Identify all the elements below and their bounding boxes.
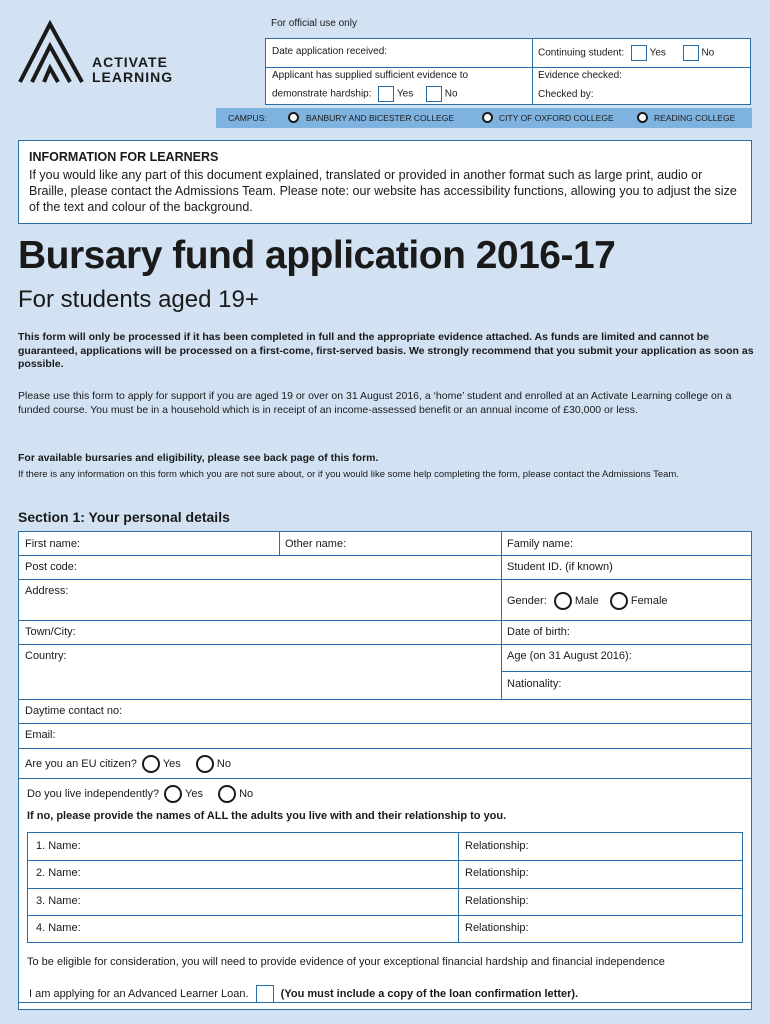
post-code-field[interactable]: Post code:	[25, 561, 77, 573]
date-received-label: Date application received:	[272, 46, 388, 57]
nationality-field[interactable]: Nationality:	[507, 678, 562, 690]
official-table	[265, 38, 751, 105]
page-subtitle: For students aged 19+	[18, 286, 259, 313]
gender-label: Gender:	[507, 594, 547, 607]
continuing-student-label	[538, 45, 714, 61]
campus-label: CAMPUS:	[228, 113, 267, 123]
eligibility-note: For available bursaries and eligibility, please see back page of this form.	[18, 452, 379, 464]
campus-reading-label: READING COLLEGE	[654, 113, 736, 123]
adult-2-relationship-field[interactable]: Relationship:	[465, 867, 529, 879]
adult-4-name-field[interactable]: 4. Name:	[36, 922, 81, 934]
adult-4-relationship-field[interactable]: Relationship:	[465, 922, 529, 934]
info-heading: INFORMATION FOR LEARNERS	[29, 150, 219, 164]
eu-yes-radio[interactable]	[142, 755, 160, 773]
intro-para: Please use this form to apply for support if you are aged 19 or over on 31 August 2016, a ‘home’ student and enrolled at an Activate Learning college on a funded course. You must be in a household which is in receipt of an income-assessed benefit or an annual income of £30,000 or less.	[18, 390, 732, 416]
continuing-yes-checkbox[interactable]	[631, 45, 647, 61]
evidence-line2-text: demonstrate hardship:	[272, 88, 372, 100]
adult-3-name-field[interactable]: 3. Name:	[36, 895, 81, 907]
independent-no-label: No	[239, 787, 254, 800]
other-name-field[interactable]: Other name:	[285, 538, 347, 550]
gender-male-label: Male	[574, 594, 599, 607]
evidence-checked-label: Evidence checked:	[538, 70, 622, 81]
activate-learning-logo-icon	[18, 20, 88, 84]
info-body: If you would like any part of this document explained, translated or provided in another format such as large print, audio or Braille, please contact the Admissions Team. Please note: our website has accessibility functions, allowing you to adjust the size of the text and colour of the background.	[29, 168, 737, 214]
independent-yes-label: Yes	[185, 787, 203, 800]
evidence-line1: Applicant has supplied sufficient evidence to	[272, 70, 469, 81]
student-id-field[interactable]: Student ID. (if known)	[507, 561, 613, 573]
country-field[interactable]: Country:	[25, 650, 67, 662]
evidence-line2	[272, 86, 458, 102]
eu-citizen-group	[25, 755, 231, 773]
hardship-yes-label: Yes	[396, 88, 414, 100]
independent-yes-radio[interactable]	[164, 785, 182, 803]
independent-no-radio[interactable]	[218, 785, 236, 803]
logo	[18, 20, 178, 85]
age-field[interactable]: Age (on 31 August 2016):	[507, 650, 632, 662]
intro-bold: This form will only be processed if it has been completed in full and the appropriate evidence attached. As funds are limited and cannot be guaranteed, applications will be processed on a first-come, first-served basis. We strongly recommend that you submit your application as soon as possible.	[18, 331, 754, 370]
independent-label: Do you live independently?	[27, 787, 160, 800]
continuing-student-text: Continuing student:	[538, 47, 625, 59]
hardship-no-label: No	[444, 88, 458, 100]
info-box	[18, 140, 752, 224]
gender-female-label: Female	[630, 594, 668, 607]
gender-male-radio[interactable]	[554, 592, 572, 610]
help-text: If there is any information on this form which you are not sure about, or if you would like some help completing the form, please contact the Admissions Team.	[18, 469, 679, 480]
eu-no-radio[interactable]	[196, 755, 214, 773]
eu-yes-label: Yes	[162, 757, 181, 770]
daytime-contact-field[interactable]: Daytime contact no:	[25, 705, 123, 717]
loan-note: (You must include a copy of the loan confirmation letter).	[280, 987, 579, 1000]
continuing-no-label: No	[701, 47, 715, 59]
campus-oxford-radio[interactable]	[482, 112, 493, 123]
personal-details-form	[18, 531, 752, 1010]
hardship-yes-checkbox[interactable]	[378, 86, 394, 102]
dob-field[interactable]: Date of birth:	[507, 626, 570, 638]
first-name-field[interactable]: First name:	[25, 538, 81, 550]
campus-bar	[216, 108, 752, 128]
loan-label: I am applying for an Advanced Learner Loan.	[29, 987, 249, 1000]
continuing-no-checkbox[interactable]	[683, 45, 699, 61]
adult-2-name-field[interactable]: 2. Name:	[36, 867, 81, 879]
section1-heading: Section 1: Your personal details	[18, 509, 230, 525]
logo-line2: LEARNING	[92, 69, 174, 85]
eu-citizen-label: Are you an EU citizen?	[25, 757, 137, 770]
if-no-instruction: If no, please provide the names of ALL the adults you live with and their relationship to you.	[27, 810, 507, 822]
family-name-field[interactable]: Family name:	[507, 538, 574, 550]
gender-female-radio[interactable]	[610, 592, 628, 610]
adults-table	[27, 832, 743, 943]
official-header: For official use only	[271, 18, 357, 29]
campus-banbury-radio[interactable]	[288, 112, 299, 123]
page-title: Bursary fund application 2016-17	[18, 234, 616, 277]
gender-group	[507, 592, 668, 610]
campus-oxford-label: CITY OF OXFORD COLLEGE	[499, 113, 614, 123]
logo-line1: ACTIVATE	[92, 54, 168, 70]
address-field[interactable]: Address:	[25, 585, 69, 597]
loan-group	[29, 985, 578, 1003]
town-field[interactable]: Town/City:	[25, 626, 76, 638]
independent-group	[27, 785, 253, 803]
email-field[interactable]: Email:	[25, 729, 56, 741]
campus-reading-radio[interactable]	[637, 112, 648, 123]
adult-1-relationship-field[interactable]: Relationship:	[465, 840, 529, 852]
checked-by-label: Checked by:	[538, 89, 594, 100]
continuing-yes-label: Yes	[649, 47, 666, 59]
hardship-no-checkbox[interactable]	[426, 86, 442, 102]
campus-banbury-label: BANBURY AND BICESTER COLLEGE	[306, 113, 455, 123]
adult-3-relationship-field[interactable]: Relationship:	[465, 895, 529, 907]
adult-1-name-field[interactable]: 1. Name:	[36, 840, 81, 852]
evidence-note: To be eligible for consideration, you will need to provide evidence of your exceptional financial hardship and financial independence	[27, 956, 665, 968]
loan-checkbox[interactable]	[256, 985, 274, 1003]
eu-no-label: No	[216, 757, 231, 770]
